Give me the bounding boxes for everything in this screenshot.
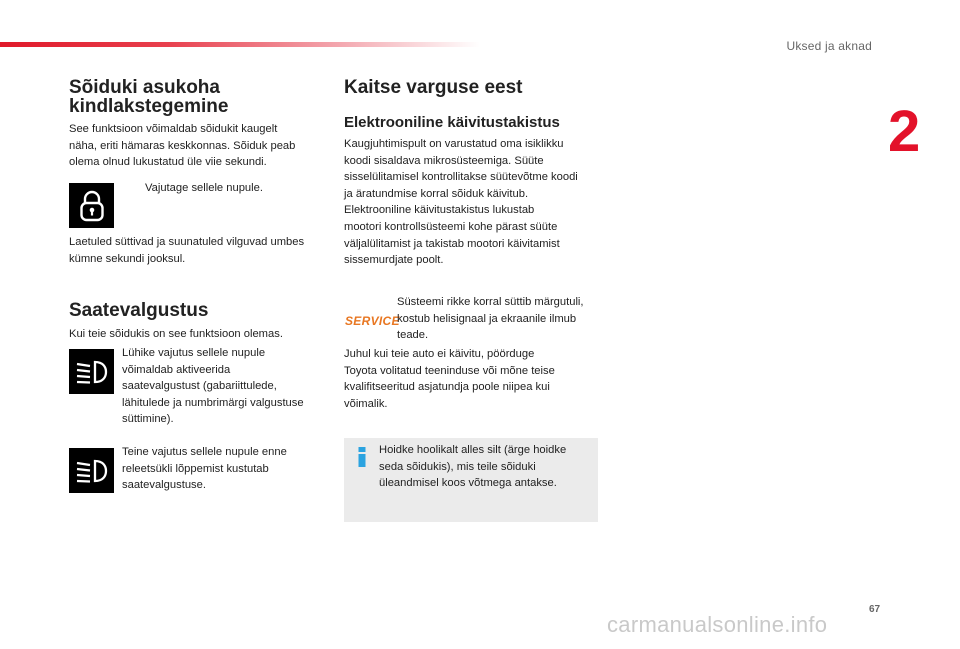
info-text-line: üleandmisel koos võtmega antakse. [379, 477, 557, 490]
immobiliser-line: väljalülitamist ja takistab mootori käivitamist [344, 237, 560, 250]
guide-first-line: võimaldab aktiveerida [122, 363, 231, 376]
service-text [397, 294, 584, 344]
immobiliser-line: ja äratundmise korral sõiduk käivitub. [344, 187, 529, 200]
guide-button-icon-2 [69, 448, 114, 493]
service-text-line: Süsteemi rikke korral süttib märgutuli, [397, 296, 584, 308]
lock-button-icon [69, 183, 114, 228]
locate-intro [69, 121, 295, 171]
guide-second-line: releetsükli lõppemist kustutab [122, 462, 269, 475]
guide-second-line: Teine vajutus sellele nupule enne [122, 446, 287, 458]
chapter-number: 2 [888, 99, 921, 164]
guide-second-press [122, 444, 287, 494]
locate-result-line: kümne sekundi jooksul. [69, 252, 186, 265]
locate-intro-line: näha, eriti hämaras keskkonnas. Sõiduk peab [69, 139, 296, 152]
guide-second-line: saatevalgustuse. [122, 479, 206, 492]
section-title: Uksed ja aknad [786, 39, 872, 53]
contact-text [344, 346, 555, 412]
service-text-line: teade. [397, 329, 429, 342]
info-text [379, 442, 566, 492]
immobiliser-line: koodi sisaldava mikrosüsteemiga. Süüte [344, 154, 544, 167]
locate-title-line-1: Sõiduki asukoha [69, 77, 220, 98]
locate-title-line-2: kindlakstegemine [69, 96, 229, 117]
locate-result-line: Laetuled süttivad ja suunatuled vilguvad umbes [69, 236, 305, 248]
locate-instruction: Vajutage sellele nupule. [145, 182, 263, 194]
guide-title: Saatevalgustus [69, 300, 209, 321]
guide-first-line: saatevalgustust (gabariittulede, [122, 380, 277, 393]
guide-first-line: Lühike vajutus sellele nupule [122, 347, 266, 359]
page-number: 67 [869, 604, 881, 615]
service-text-line: kostub helisignaal ja ekraanile ilmub [397, 312, 577, 325]
lock-icon [78, 190, 106, 222]
immobiliser-line: sisselülitamisel kontrollitakse süütevõtme koodi [344, 171, 578, 184]
contact-line: Toyota volitatud teeninduse või mõne teise [344, 364, 555, 377]
theft-title: Kaitse varguse eest [344, 77, 523, 98]
header-accent-bar [0, 42, 480, 47]
watermark-text: carmanualsonline.info [607, 612, 828, 637]
locate-intro-line: See funktsioon võimaldab sõidukit kaugelt [69, 123, 278, 135]
guide-button-icon-1 [69, 349, 114, 394]
immobiliser-subtitle: Elektrooniline käivitustakistus [344, 114, 560, 131]
info-box [344, 438, 598, 522]
info-icon [355, 446, 369, 468]
locate-intro-line: olema olnud lukustatud üle viie sekundi. [69, 156, 267, 169]
service-warning-icon: SERVICE [345, 314, 400, 328]
guide-first-press [122, 345, 304, 428]
immobiliser-line: Elektrooniline käivitustakistus lukustab [344, 204, 535, 217]
info-text-line: seda sõidukis), mis teile sõiduki [379, 460, 536, 473]
guide-first-line: lähitulede ja numbrimärgi valgustuse [122, 396, 304, 409]
immobiliser-line: sissemurdjate poolt. [344, 254, 444, 267]
locate-title [69, 78, 228, 116]
guide-intro: Kui teie sõidukis on see funktsioon olemas. [69, 328, 283, 340]
locate-result [69, 234, 304, 267]
immobiliser-line: Kaugjuhtimispult on varustatud oma isiklikku [344, 138, 564, 150]
info-text-line: Hoidke hoolikalt alles silt (ärge hoidke [379, 444, 567, 456]
contact-line: kvalifitseeritud asjatundja poole niipea kui [344, 381, 550, 394]
contact-line: Juhul kui teie auto ei käivitu, pöörduge [344, 348, 535, 360]
guide-first-line: süttimine). [122, 413, 174, 426]
immobiliser-line: mootori kontrollsüsteemi kohe pärast süüte [344, 220, 558, 233]
headlight-icon [75, 458, 109, 484]
contact-line: võimalik. [344, 397, 388, 410]
headlight-icon [75, 359, 109, 385]
immobiliser-intro [344, 136, 578, 269]
